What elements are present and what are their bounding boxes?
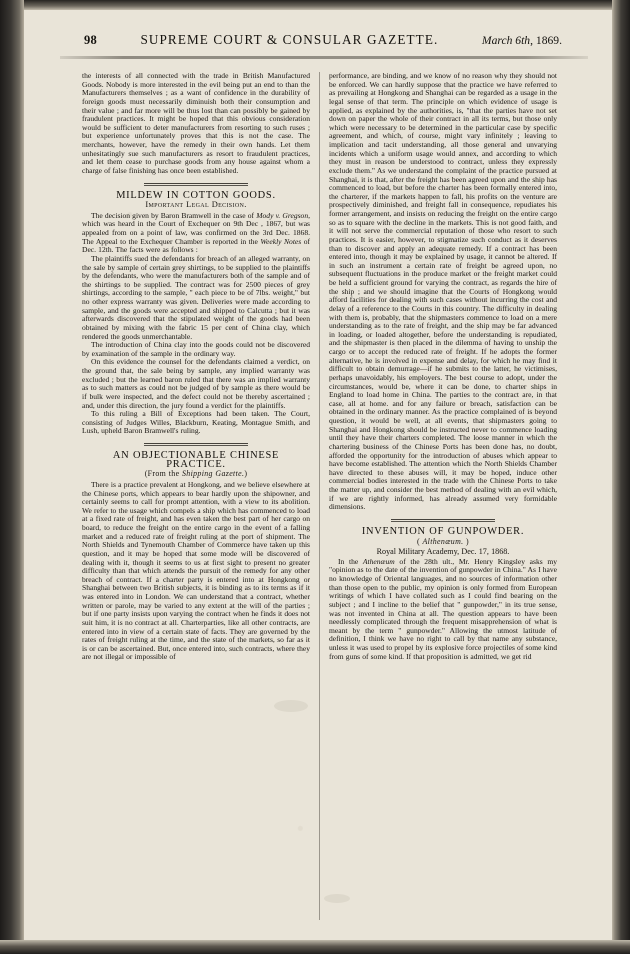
masthead <box>84 32 562 48</box>
column-left <box>82 72 319 920</box>
paragraph: To this ruling a Bill of Exceptions had been taken. The Court, consisting of Judges Willes, Blackburn, Keating, Montague Smith, and Lush, upheld Baron Bramwell's ruling. <box>82 409 310 436</box>
article-dateline: Royal Military Academy, Dec. 17, 1868. <box>376 547 510 557</box>
article-title-objectionable-chinese-practice: AN OBJECTIONABLE CHINESE PRACTICE. <box>112 450 280 470</box>
article-title-invention-of-gunpowder: INVENTION OF GUNPOWDER. <box>361 525 525 537</box>
article-subtitle-important-legal-decision: Important Legal Decision. <box>145 200 247 210</box>
source-suffix: ) <box>244 469 248 479</box>
scan-edge-top <box>0 0 630 10</box>
source-prefix: ( <box>416 536 423 546</box>
paragraph: The plaintiffs sued the defendants for breach of an alleged warranty, on the sale by sample of certain grey shirtings, to be supplied to the plaintiffs by the defendants, who were the manufacturers both of the sample and of the shirtings to be supplied. The contract was for 2500 pieces of grey shirtings, according to the sample, " each piece to be of 7lbs. weight," but no other express warranty was given. Deliveries were made according to sample, and the goods were accepted and shipped to Calcutta ; but it was afterwards discovered that the stipulated weight of the goods had been obtained by mixing with the fabric 15 per cent of China clay, which rendered the goods unmerchantable. <box>82 253 310 341</box>
section-divider-rule <box>391 519 495 523</box>
paragraph: There is a practice prevalent at Hongkong, and we believe elsewhere at the Chinese ports, which appears to bear hardly upon the shipowner, and certainly seems to call for prompt attention, with a view to its abolition. We refer to the usage which compels a ship which has commenced to load at a fixed rate of freight, and has even taken the best part of her cargo on board, to reduce the freight on the entire cargo in the event of a falling market and a reduced rate of freight ruling at the port of shipment. The North Shields and Tynemouth Chamber of Commerce have taken up this question, and it may be hoped that some mode will be discovered of dealing with it, though it seems to us at first sight to present no greater difficulty than that which attends the pursuit of the remedy for any other breach of contract. If a charter party is entered into at Hongkong or Shanghai between two British subjects, it is binding as to its terms as if it was entered into in London. We can understand that a contract, whether written or parole, may be varied to any extent at the will of the parties ; but if one party insists upon varying the contract when he finds it does not suit him, it is no contract at all. Charterparties, like all other contracts, are entered into in view of a certain state of facts. They are governed by the rates of freight ruling at the time, and the state of the markets, so far as it is or can be ascertained. But, once entered into, such contracts, where they are not illegal or impossible of <box>82 479 310 662</box>
page-number: 98 <box>84 33 97 47</box>
paragraph: The decision given by Baron Bramwell in the case of Mody v. Gregson, which was heard in the Court of Exchequer on 9th Dec , 1867, but was appealed from on a point of law, was confirmed on the 3rd Dec. 1868. The Appeal to the Exchequer Chamber is reported in the Weekly Notes of Dec. 12th. The facts were as follows : <box>82 210 310 255</box>
scan-edge-right <box>612 0 630 954</box>
article-title-mildew-in-cotton-goods: MILDEW IN COTTON GOODS. <box>116 189 276 201</box>
paragraph-continued-from-left-column: performance, are binding, and we know of no reason why they should not be enforced. We can hardly suppose that the practice we have referred to as prevailing at Hongkong and Shanghai can be regarded as a usage in the legal sense of that term. The principle on which evidence of usage is applied, as explained by the authorities, is, "that the parties have not set down on paper the whole of their contract in all its terms, but those only which were necessary to be determined in the particular case by specific agreement, and which, of course, might vary infinitely ; leaving to implication and tacit understanding, all those general and unvarying incidents which a uniform usage would annex, and according to which they must in reason be understood to contract, unless they expressly exclude them." As we understand the complaint of the practice pursued at Shanghai, it is that, after the freight has been agreed upon and the ship has commenced to load, but before the charter has been formally entered into, the charterer, if the markets happen to fall, his profits on the venture are prospectively diminished, and freight fall in consequence, repudiates his former arrangement, and insists on reducing the freight on the entire cargo so as to square with the decline in the markets. This is not good faith, and it will not serve the commercial reputation of those who resort to such practices. It is easier, however, to stigmatize such conduct as it deserves than to discover and apply an adequate remedy. If a contract has been entered into, though it may be explained by usage, it cannot be altered. If in such an instrument a certain rate of freight be agreed upon, no subsequent fluctuations in the produce market or the freight market could be held a sufficient ground for varying the contract, as regards the hire of the ship ; and we should imagine that the Courts of Hongkong would afford facilities for dealing with such cases without incurring the cost and delay of a reference to the Courts in this country. The difficulty in dealing with them is, probably, that the shipmasters commence to load on a mere understanding as to the rate of freight, and the ship may be far advanced in loading, or loaded altogether, before the understanding is repudiated, and the shipmaster is then placed in the dilemma of having to unship the cargo or to accept the reduced rate of freight. If he adopts the former alternative, he is involved in expense and delay, for which he may find it difficult to obtain demurrage—if he submits to the latter, he victimises, perhaps unavoidably, his employers. The best course to adopt, under the circumstances, would be, where it can be done, to charter ships in England to load home in China. The parties to the contract are, in that case, all at home. and for any failure or breach, satisfaction can be obtained in the ordinary manner. As the practice complained of is beyond question, it would be well, at all events, that shipmasters going to Shanghai and Hongkong should be instructed never to commence loading until they have their charters completed. The loose manner in which the chartering business of the Chinese Ports has been done has, no doubt, afforded the opportunity for the introduction of abuses which appear to have become established. The attention which the North Shields Chamber have directed to these abuses will, it may be hoped, induce other commercial bodies interested in the trade with the Chinese Ports to take the matter up, and consider the best method of dealing with an evil which, if we are rightly informed, has already assumed very formidable dimensions. <box>329 72 557 512</box>
masthead-rule <box>60 56 588 59</box>
paragraph-continued-from-previous-page: the interests of all connected with the trade in British Manufactured Goods. Nobody is more interested in the evil being put an end to than the Manufacturers themselves ; as a want of confidence in the durability of foreign goods must necessarily diminuish both their consumption and their value ; and far more will be thus lost than can possibly be gained by fraudulent practices. It might be hoped that this obvious consideration would be sufficient to deter manufacturers from resorting to such ruses ; but experience unfortunately proves that this is not the case. The merchants, however, have the remedy in their own hands. Let them unhesitatingly sue such manufacturers as resort to fraudulent practices, and let them cease to purchase goods from any house against whom a charge of false finishing has once been established. <box>82 72 310 175</box>
page-surface <box>24 10 612 940</box>
paragraph: On this evidence the counsel for the defendants claimed a verdict, on the ground that, the sale being by sample, any implied warranty was excluded ; but the learned baron ruled that there was an implied warranty as to such matters as could not be judged of by sample as there would be if bulk were inspected, and the defect could not be thereby ascertained ; and, under this direction, the jury found a verdict for the plaintiffs. <box>82 357 310 410</box>
paragraph: In the Athenæum of the 28th ult., Mr. Henry Kingsley asks my "opinion as to the date of the invention of gunpowder in China." As I have no knowledge of Oriental languages, and no sources of information other than those open to the public, my opinion is only formed from European writings of which I have collated such as I could find bearing on the subject ; and I incline to the belief that " gunpowder," in its true sense, was not invented in China at all. The question appears to have been needlessly complicated through the frequent misapprehension of what is meant by the term " gunpowder." Allowing the utmost latitude of definition, I think we have no right to call by that name any substance, unless it was used to propel by its explosive force projectiles of some kind from guns of some kind. If that proposition is admitted, we get rid <box>329 556 557 661</box>
article-source-line <box>329 538 557 547</box>
source-prefix: (From the <box>144 469 182 479</box>
source-publication-name: Shipping Gazette. <box>182 469 245 479</box>
section-divider-rule <box>144 183 248 187</box>
source-suffix: ) <box>463 536 470 546</box>
paragraph: The introduction of China clay into the goods could not be discovered by examination of the sample in the ordinary way. <box>82 340 310 358</box>
publication-title: SUPREME COURT & CONSULAR GAZETTE. <box>140 32 439 47</box>
scan-edge-left <box>0 0 24 954</box>
source-publication-name: Althenæum. <box>422 536 464 546</box>
article-source-line <box>82 470 310 479</box>
article-columns <box>82 72 574 920</box>
scan-edge-bottom <box>0 940 630 954</box>
issue-date: March 6th, 1869. <box>481 34 562 47</box>
section-divider-rule <box>144 443 248 447</box>
column-right <box>319 72 557 920</box>
